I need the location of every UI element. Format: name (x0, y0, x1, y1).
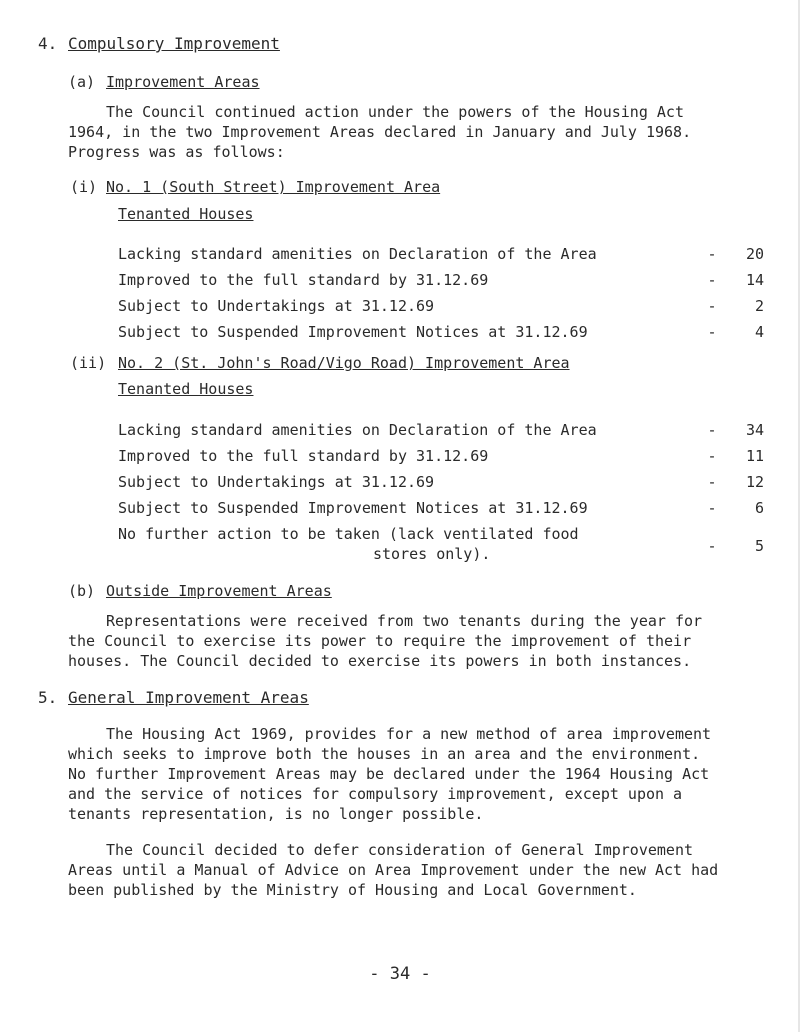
area-2-row-3-dash: - (707, 473, 717, 491)
section-5-para-2-line-1: The Council decided to defer consideration of General Improvement (106, 841, 693, 859)
section-5-para-1-line-5: tenants representation, is no longer possible. (68, 805, 484, 823)
area-1-row-3-value: 2 (754, 297, 764, 315)
sub-b-line-2: the Council to exercise its power to require the improvement of their (68, 632, 692, 650)
area-1-row-2-dash: - (707, 271, 717, 289)
area-1-heading: No. 1 (South Street) Improvement Area (106, 178, 441, 196)
sub-b-line-1: Representations were received from two tenants during the year for (106, 612, 703, 630)
area-1-row-1-dash: - (707, 245, 717, 263)
area-2-row-2-dash: - (707, 447, 717, 465)
area-2-row-1-value: 34 (745, 421, 764, 439)
section-4-number: 4. (38, 34, 58, 53)
area-1-row-2-text: Improved to the full standard by 31.12.69 (118, 271, 489, 289)
area-1-row-1-text: Lacking standard amenities on Declaration of the Area (118, 245, 597, 263)
area-2-row-4-dash: - (707, 499, 717, 517)
sub-a-intro-line-1: The Council continued action under the powers of the Housing Act (106, 103, 684, 121)
area-2-row-3-text: Subject to Undertakings at 31.12.69 (118, 473, 435, 491)
sub-a-heading: Improvement Areas (106, 73, 260, 91)
section-5-para-1-line-3: No further Improvement Areas may be declared under the 1964 Housing Act (68, 765, 710, 783)
area-2-row-2-text: Improved to the full standard by 31.12.69 (118, 447, 489, 465)
sub-a-label: (a) (68, 73, 96, 91)
sub-b-line-3: houses. The Council decided to exercise its powers in both instances. (68, 652, 692, 670)
area-1-row-4-dash: - (707, 323, 717, 341)
page-number: - 34 - (369, 964, 431, 984)
area-2-row-5-text-line-1: No further action to be taken (lack ventilated food (118, 525, 579, 543)
area-2-row-5-text-line-2: stores only). (373, 545, 491, 563)
area-2-row-1-text: Lacking standard amenities on Declaration of the Area (118, 421, 597, 439)
section-5-para-1-line-1: The Housing Act 1969, provides for a new method of area improvement (106, 725, 712, 743)
section-5-number: 5. (38, 688, 58, 707)
section-5-para-1-line-4: and the service of notices for compulsory improvement, except upon a (68, 785, 683, 803)
sub-a-intro-line-3: Progress was as follows: (68, 143, 285, 161)
section-5-heading: General Improvement Areas (68, 688, 309, 707)
area-1-label: (i) (70, 178, 98, 196)
area-1-row-3-dash: - (707, 297, 717, 315)
area-1-row-3-text: Subject to Undertakings at 31.12.69 (118, 297, 435, 315)
section-4-heading: Compulsory Improvement (68, 34, 280, 53)
section-5-para-2-line-3: been published by the Ministry of Housing and Local Government. (68, 881, 637, 899)
area-2-row-1-dash: - (707, 421, 717, 439)
area-2-row-2-value: 11 (745, 447, 764, 465)
area-2-row-4-text: Subject to Suspended Improvement Notices at 31.12.69 (118, 499, 588, 517)
area-1-row-4-text: Subject to Suspended Improvement Notices at 31.12.69 (118, 323, 588, 341)
area-2-row-5-dash: - (707, 537, 717, 555)
area-2-row-4-value: 6 (754, 499, 764, 517)
sub-b-label: (b) (68, 582, 96, 600)
area-1-subheading: Tenanted Houses (118, 205, 254, 223)
area-2-row-3-value: 12 (745, 473, 764, 491)
area-2-label: (ii) (70, 354, 107, 372)
sub-a-intro-line-2: 1964, in the two Improvement Areas declared in January and July 1968. (68, 123, 692, 141)
area-1-row-1-value: 20 (745, 245, 764, 263)
area-1-row-2-value: 14 (745, 271, 764, 289)
area-2-subheading: Tenanted Houses (118, 380, 254, 398)
sub-b-heading: Outside Improvement Areas (106, 582, 332, 600)
area-1-row-4-value: 4 (754, 323, 764, 341)
section-5-para-1-line-2: which seeks to improve both the houses in an area and the environment. (68, 745, 701, 763)
area-2-heading: No. 2 (St. John's Road/Vigo Road) Improvement Area (118, 354, 570, 372)
area-2-row-5-value: 5 (754, 537, 764, 555)
section-5-para-2-line-2: Areas until a Manual of Advice on Area Improvement under the new Act had (68, 861, 719, 879)
